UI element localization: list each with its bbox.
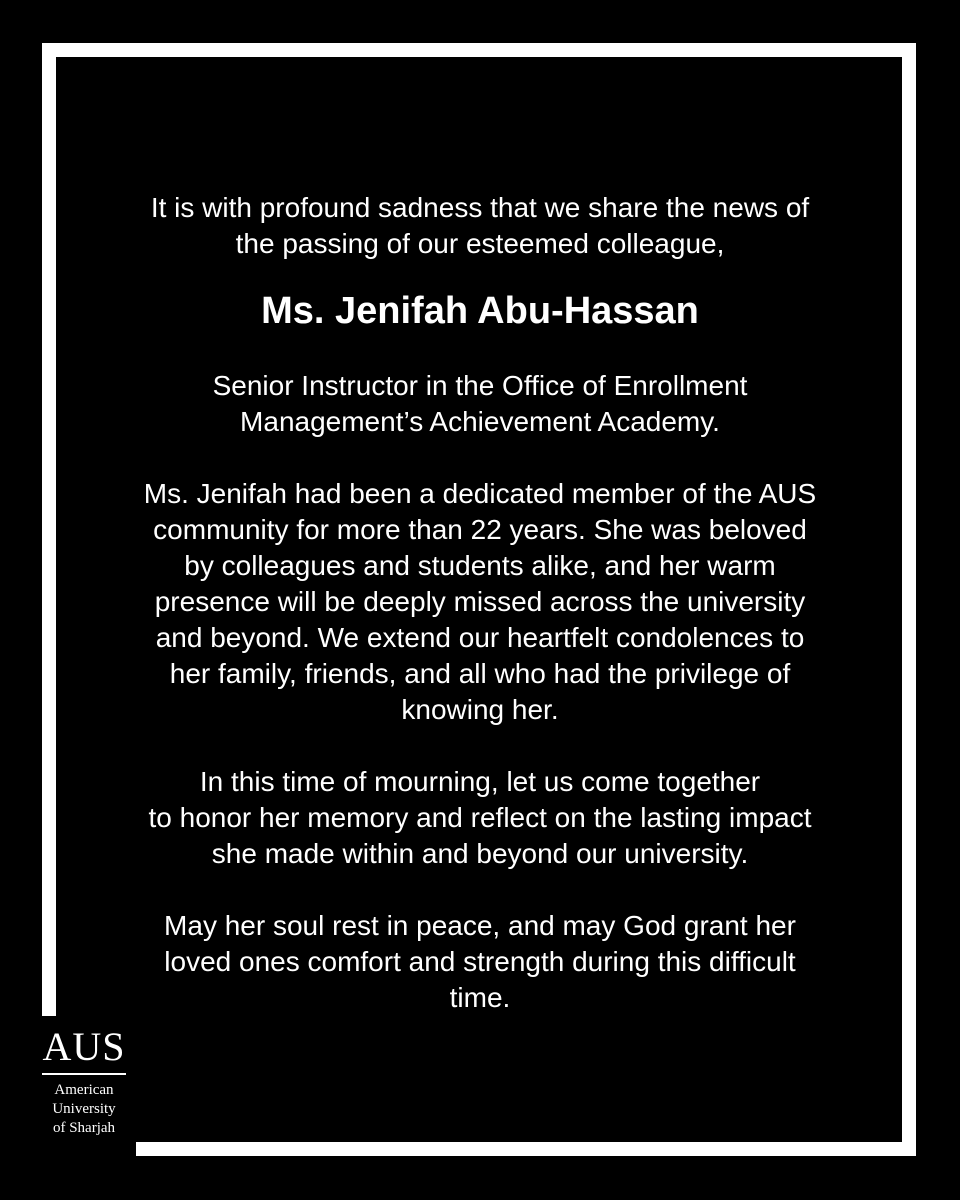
frame-left-border <box>42 43 56 1016</box>
logo-mark: AUS <box>42 1024 126 1069</box>
closing-text: May her soul rest in peace, and may God grant her loved ones comfort and strength during this difficult time. <box>164 910 796 1013</box>
logo-line-american: American <box>54 1082 114 1098</box>
intro-text: It is with profound sadness that we share the news of the passing of our esteemed colleague, <box>150 192 810 259</box>
logo-line-university: University <box>52 1101 116 1117</box>
bio-text: Ms. Jenifah had been a dedicated member of the AUS community for more than 22 years. She was beloved by colleagues and students alike, and her warm presence will be deeply missed across the university and beyond. We extend our heartfelt condolences to her family, friends, and all who had the privilege of knowing her. <box>143 478 817 725</box>
frame-top-border <box>42 43 916 57</box>
role-text: Senior Instructor in the Office of Enrollment Management’s Achievement Academy. <box>212 370 748 437</box>
frame-right-border <box>902 43 916 1156</box>
logo-divider <box>42 1073 126 1075</box>
person-name: Ms. Jenifah Abu-Hassan <box>261 290 699 332</box>
frame-bottom-border <box>136 1142 916 1156</box>
announcement-body <box>80 190 880 1016</box>
mourning-text: In this time of mourning, let us come together to honor her memory and reflect on the lasting impact she made within and beyond our university. <box>148 766 812 869</box>
aus-logo <box>38 1026 130 1138</box>
logo-line-sharjah: of Sharjah <box>52 1120 116 1136</box>
